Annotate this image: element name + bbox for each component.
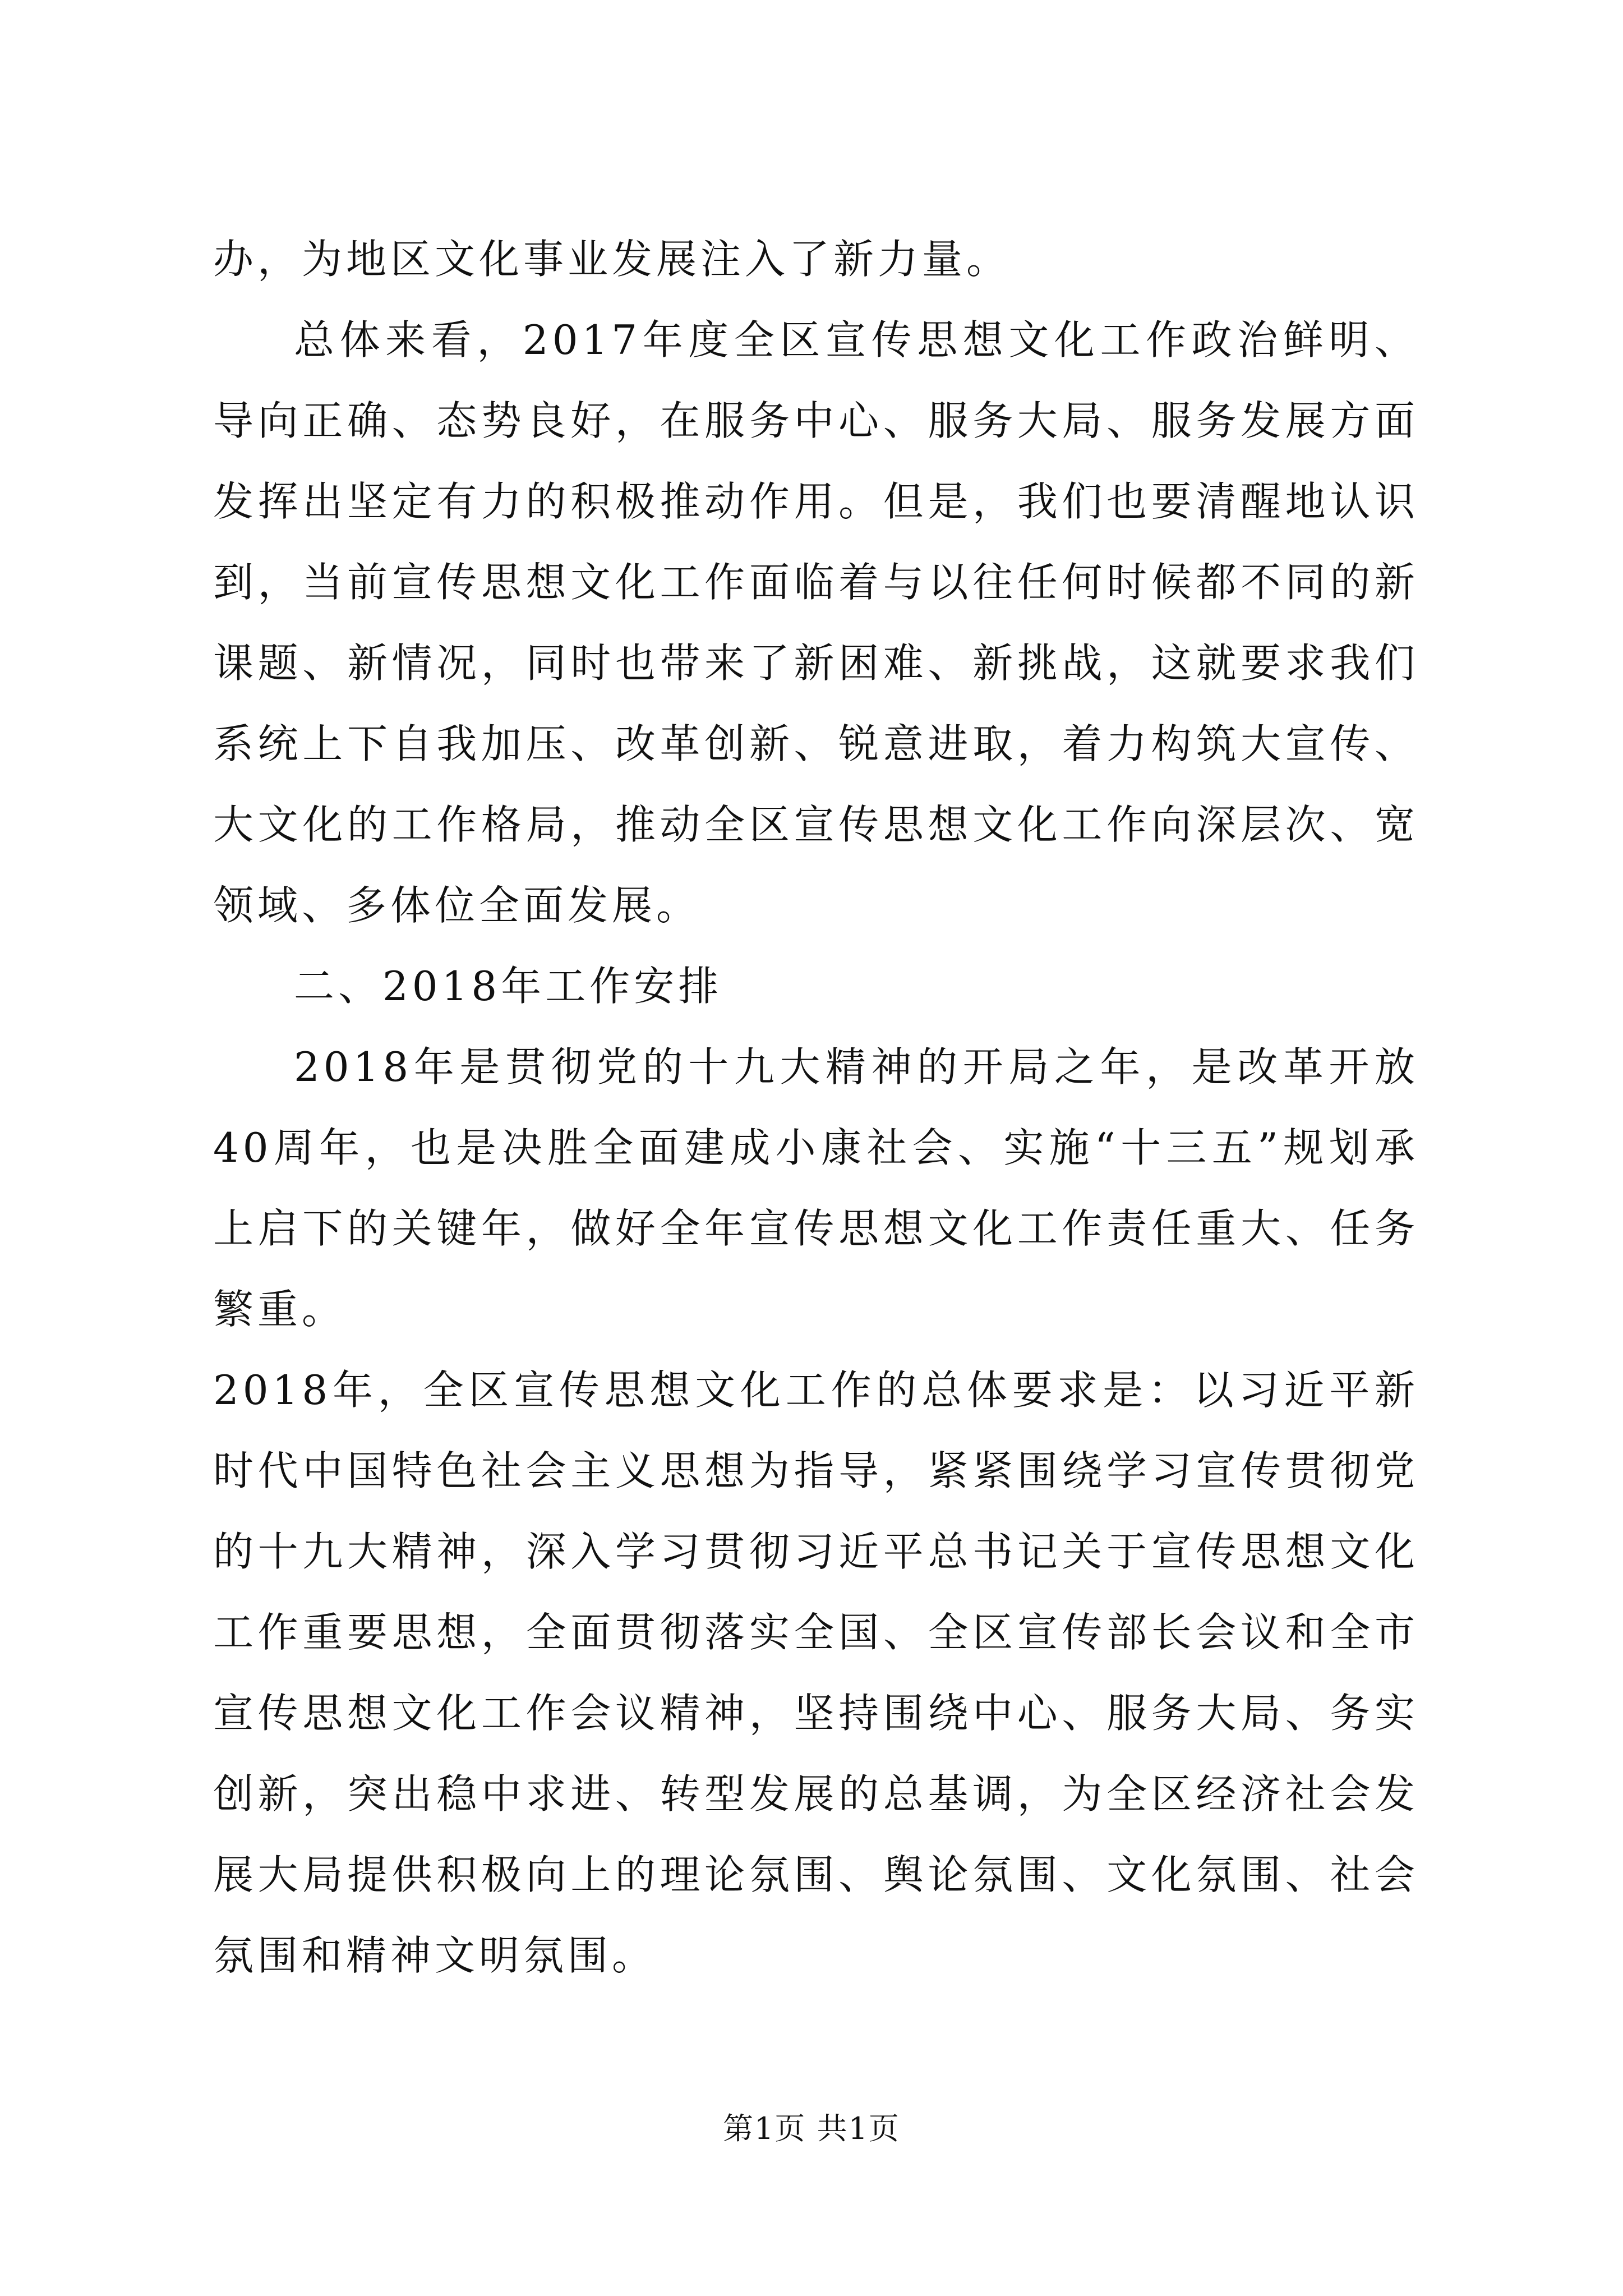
document-body [213, 219, 1419, 1996]
paragraph-2018-requirements: 2018年，全区宣传思想文化工作的总体要求是：以习近平新时代中国特色社会主义思想为指导，紧紧围绕学习宣传贯彻党的十九大精神，深入学习贯彻习近平总书记关于宣传思想文化工作重要思想，全面贯彻落实全国、全区宣传部长会议和全市宣传思想文化工作会议精神，坚持围绕中心、服务大局、务实创新，突出稳中求进、转型发展的总基调，为全区经济社会发展大局提供积极向上的理论氛围、舆论氛围、文化氛围、社会氛围和精神文明氛围。 [213, 1366, 1419, 1979]
paragraph-continuation-1: 办，为地区文化事业发展注入了新力量。 [213, 236, 1011, 283]
paragraph-2018-intro: 2018年是贯彻党的十九大精神的开局之年，是改革开放40周年，也是决胜全面建成小康社会、实施“十三五”规划承上启下的关键年，做好全年宣传思想文化工作责任重大、任务繁重。 [213, 1043, 1419, 1333]
paragraph-summary: 总体来看，2017年度全区宣传思想文化工作政治鲜明、导向正确、态势良好，在服务中心、服务大局、服务发展方面发挥出坚定有力的积极推动作用。但是，我们也要清醒地认识到，当前宣传思想文化工作面临着与以往任何时候都不同的新课题、新情况，同时也带来了新困难、新挑战，这就要求我们系统上下自我加压、改革创新、锐意进取，着力构筑大宣传、大文化的工作格局，推动全区宣传思想文化工作向深层次、宽领域、多体位全面发展。 [213, 316, 1419, 929]
page-number-footer: 第1页 共1页 [723, 2111, 900, 2146]
section-heading-2018-plan: 二、2018年工作安排 [294, 963, 723, 1010]
